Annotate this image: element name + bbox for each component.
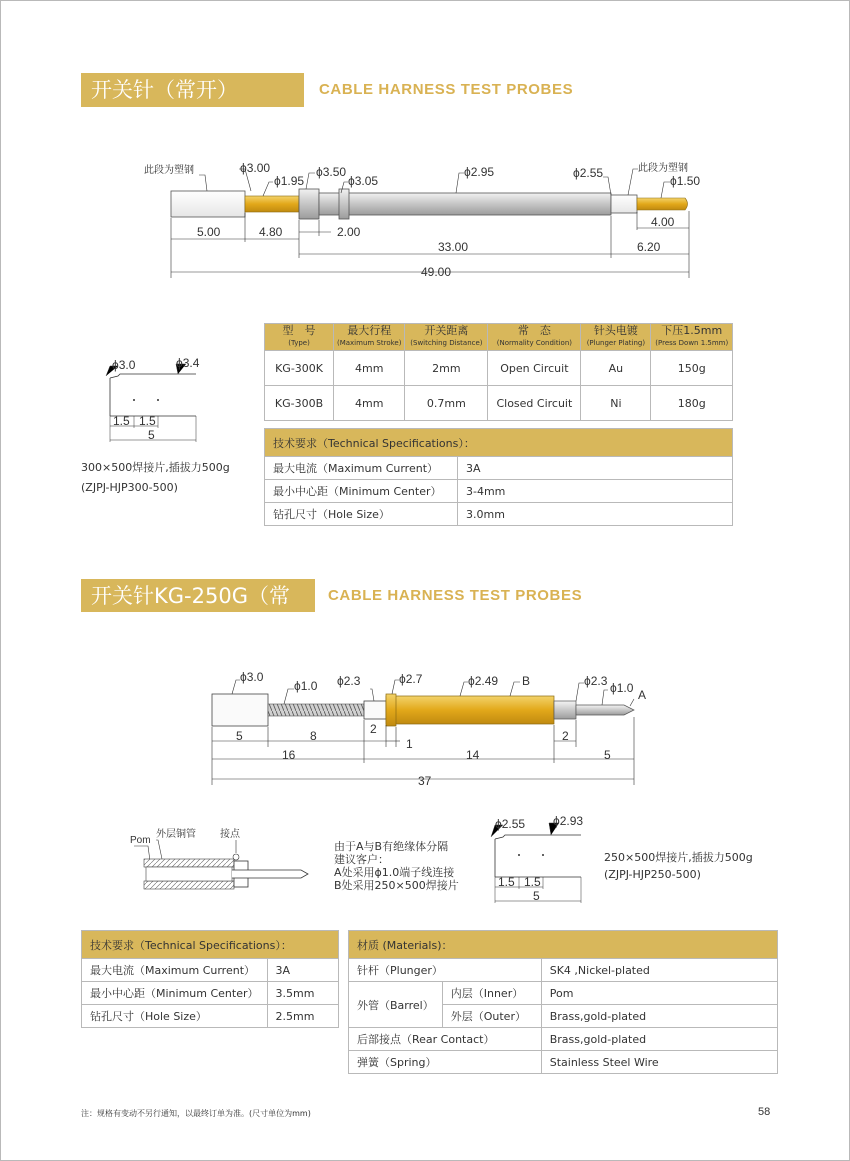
table-row: 最大电流（Maximum Current） 3A xyxy=(82,959,339,982)
materials-table xyxy=(348,930,778,1074)
section1-title-box xyxy=(81,73,304,107)
rec2-dia-large: ϕ2.93 xyxy=(553,814,584,828)
dia2-10: ϕ1.0 xyxy=(294,679,318,693)
dia-150: ϕ1.50 xyxy=(670,174,701,188)
barrel xyxy=(319,193,611,215)
rec2-dia-small: ϕ2.55 xyxy=(495,817,526,831)
label-a: A xyxy=(638,688,647,702)
col-pressdown: 下压1.5mm (Press Down 1.5mm) xyxy=(651,324,733,351)
insulation-note-2: 建议客户： xyxy=(334,853,389,866)
spec-table-1 xyxy=(264,428,733,526)
dia-295: ϕ2.95 xyxy=(464,165,495,179)
footer-note: 注：规格有变动不另行通知，以最终订单为准。(尺寸单位为mm) xyxy=(81,1109,311,1118)
gold-tip xyxy=(637,198,688,210)
section2-title-box xyxy=(81,579,315,642)
probe-cross-section-detail xyxy=(126,823,316,903)
spec-table-1-header: 技术要求（Technical Specifications）： xyxy=(265,429,733,457)
dia2-10b: ϕ1.0 xyxy=(610,681,634,695)
len2-2a: 2 xyxy=(370,722,377,736)
table-row: KG-300B 4mm 0.7mm Closed Circuit Ni 180g xyxy=(265,386,733,421)
rec1-span1: 1.5 xyxy=(113,414,130,428)
receptacle2-caption-2: (ZJPJ-HJP250-500) xyxy=(604,868,701,881)
section1-title: 开关针（常开） xyxy=(91,78,238,102)
len-480: 4.80 xyxy=(259,225,283,239)
silver-sleeve xyxy=(554,701,576,719)
plunger-tip xyxy=(576,705,634,715)
dia-350: ϕ3.50 xyxy=(316,165,347,179)
table-row: 外层（Outer） Brass,gold-plated xyxy=(349,1005,778,1028)
dia2-27: ϕ2.7 xyxy=(399,672,423,686)
receptacle1-caption-1: 300×500焊接片,插拔力500g xyxy=(81,461,230,474)
label-outer-tube: 外层铜管 xyxy=(156,829,196,840)
len2-2b: 2 xyxy=(562,729,569,743)
probe-kg300-drawing xyxy=(141,156,711,286)
note-plastic-left: 此段为塑钢 xyxy=(144,165,194,176)
receptacle1-caption-2: (ZJPJ-HJP300-500) xyxy=(81,481,178,494)
rec2-length: 5 xyxy=(533,889,540,903)
rec2-span2: 1.5 xyxy=(524,875,541,889)
probe-kg250g-drawing xyxy=(196,661,666,791)
product-table-header xyxy=(265,324,733,351)
plastic-tail xyxy=(171,191,245,217)
dia-195: ϕ1.95 xyxy=(274,174,305,188)
len-4900: 49.00 xyxy=(421,265,452,279)
col-stroke: 最大行程 (Maximum Stroke) xyxy=(334,324,405,351)
col-switching: 开关距离 (Switching Distance) xyxy=(405,324,488,351)
dia-305: ϕ3.05 xyxy=(348,174,379,188)
spec-table-2 xyxy=(81,930,339,1028)
gold-barrel xyxy=(386,696,554,724)
dia2-249: ϕ2.49 xyxy=(468,674,499,688)
table-row: KG-300K 4mm 2mm Open Circuit Au 150g xyxy=(265,351,733,386)
receptacle-250-drawing xyxy=(481,811,601,907)
receptacle-300-drawing xyxy=(96,356,216,448)
rec1-length: 5 xyxy=(148,428,155,442)
table-row: 针杆（Plunger） SK4 ,Nickel-plated xyxy=(349,959,778,982)
spec-table-2-header: 技术要求（Technical Specifications）： xyxy=(82,931,339,959)
rec2-span1: 1.5 xyxy=(498,875,515,889)
rec1-span2: 1.5 xyxy=(139,414,156,428)
table-row: 最大电流（Maximum Current） 3A xyxy=(265,457,733,480)
table-row: 外管（Barrel） 内层（Inner） Pom xyxy=(349,982,778,1005)
len2-1: 1 xyxy=(406,737,413,751)
len-500: 5.00 xyxy=(197,225,221,239)
dia2-30: ϕ3.0 xyxy=(240,670,264,684)
section1-subtitle: CABLE HARNESS TEST PROBES xyxy=(319,81,574,98)
insulation-note-1: 由于A与B有绝缘体分隔 xyxy=(334,840,449,853)
collar-ring xyxy=(339,189,349,219)
len2-5: 5 xyxy=(236,729,243,743)
section2-title: 开关针KG-250G（常闭） xyxy=(91,584,290,642)
len-400: 4.00 xyxy=(651,215,675,229)
insulator xyxy=(364,701,386,719)
len-200: 2.00 xyxy=(337,225,361,239)
table-row: 后部接点（Rear Contact） Brass,gold-plated xyxy=(349,1028,778,1051)
table-row: 钻孔尺寸（Hole Size） 3.0mm xyxy=(265,503,733,526)
table-row: 钻孔尺寸（Hole Size） 2.5mm xyxy=(82,1005,339,1028)
col-condition: 常 态 (Normality Condition) xyxy=(488,324,581,351)
rec1-dia-large: ϕ3.4 xyxy=(176,356,200,370)
dia2-23b: ϕ2.3 xyxy=(584,674,608,688)
spring xyxy=(268,704,364,716)
rec1-dia-small: ϕ3.0 xyxy=(112,358,136,372)
rear-contact xyxy=(212,694,268,726)
gold-collar xyxy=(386,694,396,726)
insulation-note-3: A处采用ϕ1.0端子线连接 xyxy=(334,866,455,879)
table-row: 最小中心距（Minimum Center） 3-4mm xyxy=(265,480,733,503)
col-plating: 针头电镀 (Plunger Plating) xyxy=(581,324,651,351)
len2-8: 8 xyxy=(310,729,317,743)
table-row: 最小中心距（Minimum Center） 3.5mm xyxy=(82,982,339,1005)
collar-left xyxy=(299,189,319,219)
receptacle2-caption-1: 250×500焊接片,插拔力500g xyxy=(604,851,753,864)
len2-37: 37 xyxy=(418,774,432,788)
len2-16: 16 xyxy=(282,748,296,762)
dia-300: ϕ3.00 xyxy=(240,161,271,175)
dia-255: ϕ2.55 xyxy=(573,166,604,180)
len-3300: 33.00 xyxy=(438,240,469,254)
len-620: 6.20 xyxy=(637,240,661,254)
plastic-tip xyxy=(611,195,637,213)
table-row: 弹簧（Spring） Stainless Steel Wire xyxy=(349,1051,778,1074)
product-table xyxy=(264,323,733,421)
section2-subtitle: CABLE HARNESS TEST PROBES xyxy=(328,587,583,604)
gold-section xyxy=(245,196,299,212)
label-b: B xyxy=(522,674,531,688)
dia2-23a: ϕ2.3 xyxy=(337,674,361,688)
insulation-note-4: B处采用250×500焊接片 xyxy=(334,879,459,892)
label-pom: Pom xyxy=(130,835,151,846)
label-contact: 接点 xyxy=(220,829,240,840)
col-type: 型 号 (Type) xyxy=(265,324,334,351)
note-plastic-right: 此段为塑钢 xyxy=(638,163,688,174)
len2-5b: 5 xyxy=(604,748,611,762)
materials-table-header: 材质 (Materials)： xyxy=(349,931,778,959)
page-number: 58 xyxy=(758,1106,771,1118)
len2-14: 14 xyxy=(466,748,480,762)
